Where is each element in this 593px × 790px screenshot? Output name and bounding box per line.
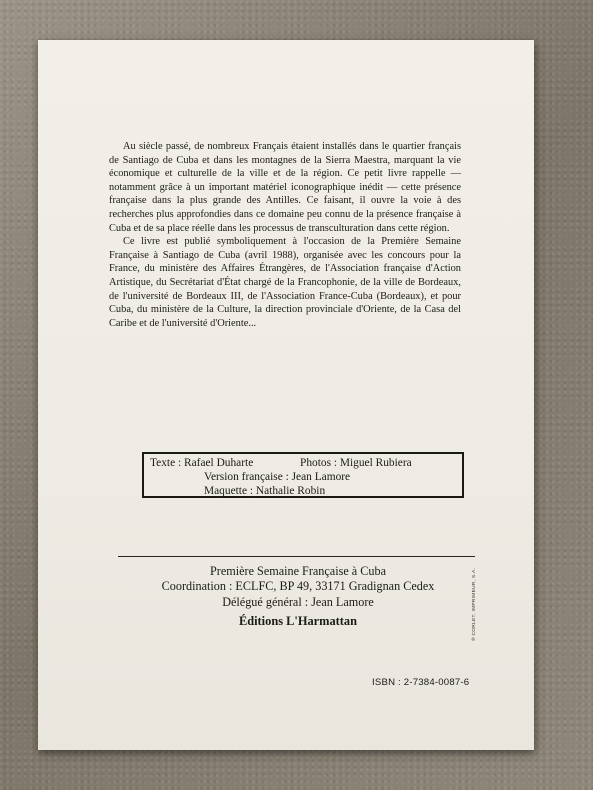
credit-photos: Photos : Miguel Rubiera bbox=[300, 457, 412, 469]
credits-box bbox=[142, 452, 464, 498]
back-cover-blurb bbox=[109, 140, 461, 330]
colophon bbox=[118, 564, 478, 630]
colophon-delegue: Délégué général : Jean Lamore bbox=[222, 594, 374, 609]
printer-mark: ® CORLET, IMPRIMEUR, S.A. bbox=[472, 567, 477, 641]
credit-maquette: Maquette : Nathalie Robin bbox=[204, 485, 326, 497]
credit-row bbox=[150, 456, 456, 470]
isbn: ISBN : 2-7384-0087-6 bbox=[372, 677, 470, 688]
blurb-paragraph: Au siècle passé, de nombreux Français étaient installés dans le quartier français de Santiago de Cuba et dans les montagnes de la Sierra Maestra, marquant la vie économique et culturelle de la ville et de la région. Ce petit livre rappelle — notamment grâce à un important matériel iconographique inédit — cette présence française dans la plus grande des Antilles. Ce faisant, il ouvre la voie à des recherches plus approfondies dans ce domaine peu connu de la présence française à Cuba et de sa place réelle dans les processus de transculturation dans cette région. bbox=[109, 141, 461, 234]
horizontal-rule bbox=[118, 556, 475, 557]
colophon-coordination: Coordination : ECLFC, BP 49, 33171 Gradignan Cedex bbox=[161, 579, 435, 594]
credit-texte: Texte : Rafael Duharte bbox=[150, 457, 254, 469]
publisher-name: Éditions L'Harmattan bbox=[238, 614, 358, 629]
colophon-event: Première Semaine Française à Cuba bbox=[210, 564, 386, 578]
blurb-paragraph: Ce livre est publié symboliquement à l'occasion de la Première Semaine Française à Santiago de Cuba (avril 1988), organisée avec les concours pour la France, du ministère des Affaires Étrangères, de l'Association française d'Action Artistique, du Secrétariat d'État chargé de la Francophonie, de la ville de Bordeaux, de l'université de Bordeaux III, de l'Association France-Cuba (Bordeaux), et pour Cuba, du ministère de la Culture, la direction provinciale d'Oriente, de la Casa del Caribe et de l'université d'Oriente... bbox=[109, 236, 461, 329]
credit-version: Version française : Jean Lamore bbox=[204, 471, 351, 483]
